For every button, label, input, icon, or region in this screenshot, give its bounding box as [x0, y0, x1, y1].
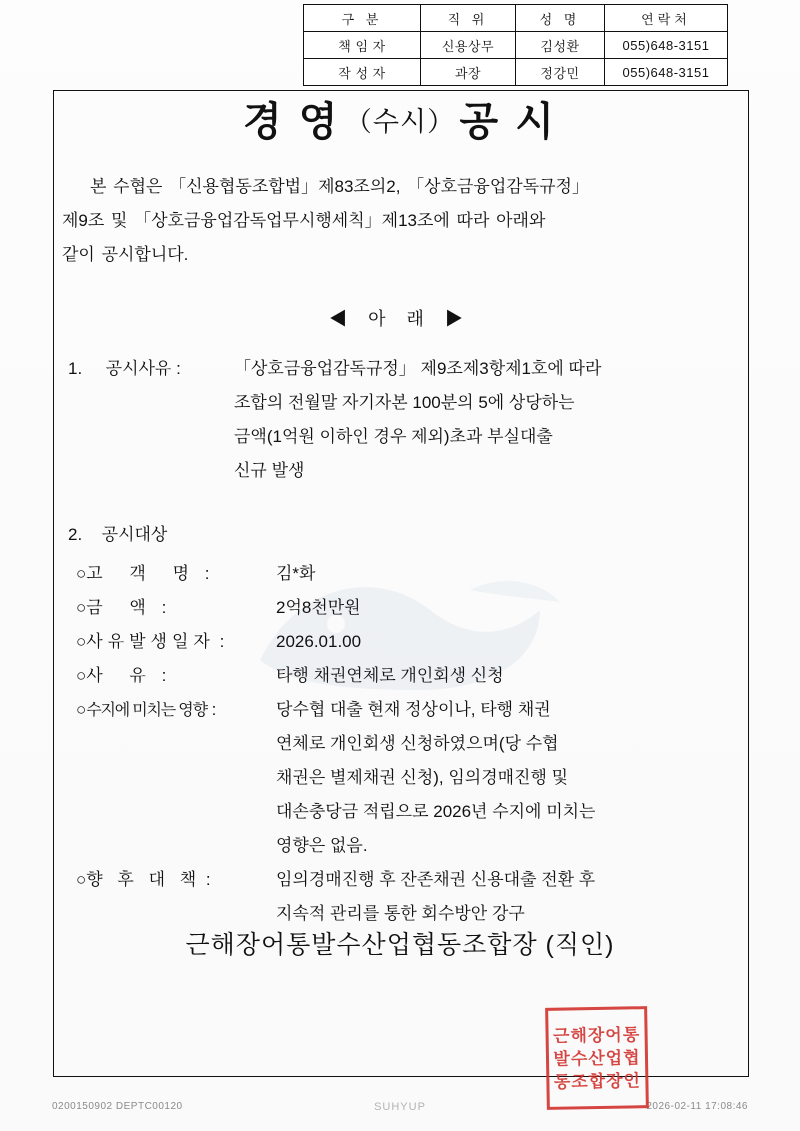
bullet-icon: ○ [76, 870, 87, 889]
separator-colon: : [205, 870, 211, 889]
cell-contact-author: 055)648-3151 [605, 59, 728, 86]
label-future-plan: 향 후 대 책 [86, 870, 202, 889]
intro-line-3: 같이 공시합니다. [62, 245, 189, 264]
value-reason: 타행 채권연체로 개인회생 신청 [276, 666, 504, 685]
header-cell-contact: 연락처 [605, 5, 728, 32]
section-disclosure-target [68, 520, 760, 931]
list-item-occurrence-date [68, 625, 760, 659]
cell-contact-responsible: 055)648-3151 [605, 32, 728, 59]
cell-role-author: 작 성 자 [304, 59, 421, 86]
bullet-icon: ○ [76, 564, 87, 583]
label-occurrence-date: 사유발생일자 [86, 632, 215, 651]
key-customer-name [76, 557, 209, 591]
key-occurrence-date [76, 625, 224, 659]
key-impact [76, 693, 216, 728]
bullet-icon: ○ [76, 700, 87, 719]
list-item-amount [68, 591, 760, 625]
list-item-reason [68, 659, 760, 693]
official-seal-stamp [545, 1006, 649, 1110]
cell-position-author: 과장 [421, 59, 516, 86]
bullet-icon: ○ [76, 632, 87, 651]
intro-line-1 [62, 170, 754, 204]
separator-colon: : [161, 666, 167, 685]
value-impact [276, 693, 760, 863]
section1-first-line [68, 352, 754, 386]
cell-name-author: 정강민 [516, 59, 605, 86]
title-part-disclosure: 공 시 [459, 100, 557, 144]
seal-text: 근해장어통발수산업협동조합장인 [552, 1024, 642, 1092]
cell-position-responsible: 신용상무 [421, 32, 516, 59]
section2-heading-line [68, 520, 760, 545]
key-future-plan [76, 863, 211, 897]
impact-line-1: 당수협 대출 현재 정상이나, 타행 채권 [276, 700, 551, 719]
intro-line-2: 제9조 및 「상호금융업감독업무시행세칙」제13조에 따라 아래와 [62, 211, 546, 230]
page-title [0, 90, 800, 147]
section1-line-4: 신규 발생 [234, 461, 305, 480]
signature-line: 근해장어통발수산업협동조합장 (직인) [185, 931, 615, 959]
title-part-occasional: （수시） [344, 107, 456, 137]
bullet-icon: ○ [76, 666, 87, 685]
future-plan-line-1: 임의경매진행 후 잔존채권 신용대출 전환 후 [276, 870, 596, 889]
table-row [304, 59, 728, 86]
section1-number: 1. [68, 359, 83, 378]
label-customer-name: 고 객 명 [86, 564, 200, 583]
table-row [304, 32, 728, 59]
value-occurrence-date: 2026.01.00 [276, 632, 362, 651]
header-cell-name: 성 명 [516, 5, 605, 32]
impact-line-2: 연체로 개인회생 신청하였으며(당 수협 [276, 734, 559, 753]
header-cell-position: 직 위 [421, 5, 516, 32]
key-reason [76, 659, 166, 693]
key-amount [76, 591, 166, 625]
impact-line-3: 채권은 별제채권 신청), 임의경매진행 및 [276, 768, 569, 787]
title-part-management: 경 영 [243, 100, 341, 144]
intro-paragraph [62, 170, 754, 272]
future-plan-line-2: 지속적 관리를 통한 회수방안 강구 [276, 904, 525, 923]
section2-heading: 공시대상 [101, 525, 168, 544]
section1-label: 공시사유 : [105, 359, 181, 378]
section1-line-1: 「상호금융업감독규정」 제9조제3항제1호에 따라 [234, 359, 602, 378]
cell-role-responsible: 책 임 자 [304, 32, 421, 59]
value-customer-name: 김*화 [276, 564, 316, 583]
footer-timestamp: 2026-02-11 17:08:46 [646, 1101, 748, 1112]
list-item-future-plan [68, 863, 760, 931]
bullet-icon: ○ [76, 598, 87, 617]
responsible-person-table [303, 4, 728, 86]
footer-meta [0, 1101, 800, 1117]
label-amount: 금 액 [86, 598, 157, 617]
footer-brand: SUHYUP [374, 1101, 426, 1113]
section-disclosure-reason [68, 352, 754, 488]
impact-line-5: 영향은 없음. [276, 836, 368, 855]
table-header-row [304, 5, 728, 32]
footer-document-code: 0200150902 DEPTC00120 [52, 1101, 183, 1112]
impact-line-4: 대손충당금 적립으로 2026년 수지에 미치는 [276, 802, 596, 821]
intro-text-1: 본 수협은 「신용협동조합법」제83조의2, 「상호금융업감독규정」 [90, 177, 589, 196]
list-item-impact [68, 693, 760, 863]
section1-line-3: 금액(1억원 이하인 경우 제외)초과 부실대출 [234, 427, 553, 446]
cell-name-responsible: 김성환 [516, 32, 605, 59]
value-amount: 2억8천만원 [276, 598, 361, 617]
label-impact: 수지에 미치는 영향 [86, 702, 207, 719]
list-item-customer-name [68, 557, 760, 591]
label-reason: 사 유 [86, 666, 157, 685]
separator-colon: : [204, 564, 210, 583]
section1-line-2: 조합의 전월말 자기자본 100분의 5에 상당하는 [234, 393, 575, 412]
value-future-plan [276, 863, 760, 931]
header-cell-category: 구 분 [304, 5, 421, 32]
section2-number: 2. [68, 525, 83, 544]
separator-colon: : [161, 598, 167, 617]
arae-marker: ◀ 아 래 ▶ [329, 309, 471, 329]
separator-colon: : [211, 700, 217, 719]
separator-colon: : [219, 632, 225, 651]
